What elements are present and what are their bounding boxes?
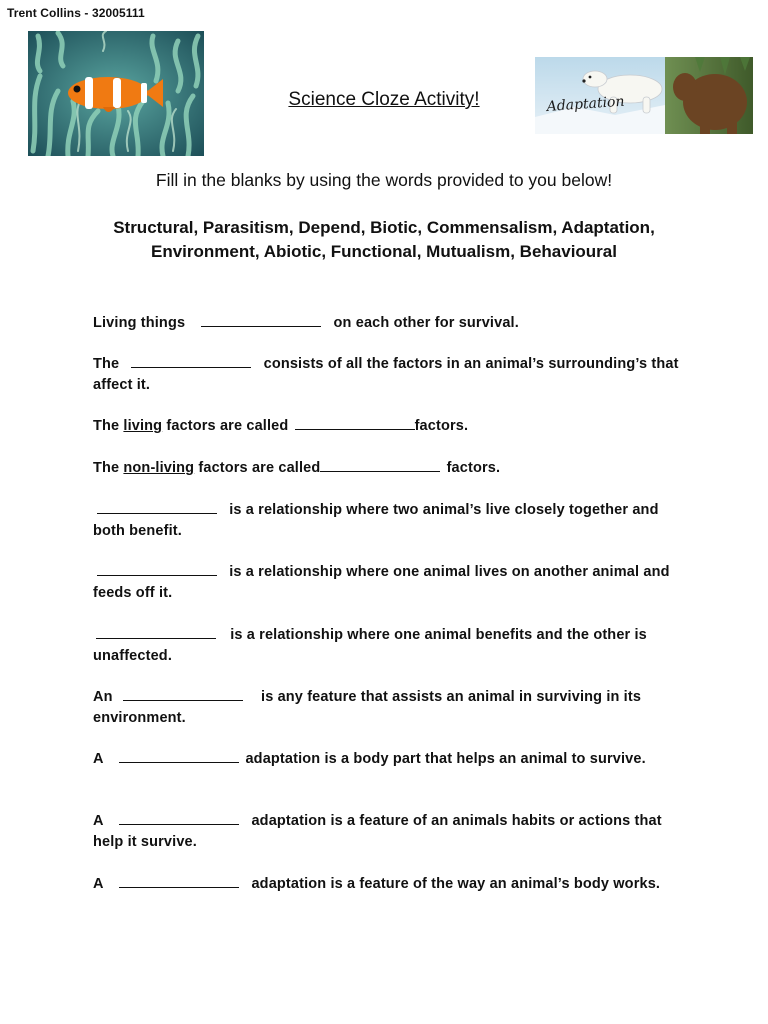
question-text: factors.: [414, 418, 469, 434]
question-9: [93, 747, 683, 770]
answer-blank[interactable]: [97, 560, 217, 576]
student-name: Trent Collins - 32005111: [7, 6, 145, 20]
answer-blank[interactable]: [119, 809, 239, 825]
question-8: [93, 685, 683, 729]
answer-blank[interactable]: [295, 414, 415, 430]
answer-blank[interactable]: [131, 352, 251, 368]
question-text: adaptation is a feature of the way an animal’s body works.: [251, 876, 661, 892]
question-text: factors are called: [198, 460, 321, 476]
question-text: The: [93, 418, 120, 434]
answer-blank[interactable]: [201, 311, 321, 327]
answer-blank[interactable]: [119, 747, 239, 763]
question-text: A: [93, 876, 104, 892]
question-3: [93, 414, 683, 437]
instructions: Fill in the blanks by using the words provided to you below!: [155, 170, 613, 190]
answer-blank[interactable]: [119, 872, 239, 888]
question-11: [93, 872, 683, 895]
question-5: [93, 498, 683, 542]
question-text: adaptation is a feature of an animals habits or actions that help it survive.: [93, 813, 662, 850]
answer-blank[interactable]: [320, 456, 440, 472]
question-text: Living things: [93, 315, 186, 331]
question-10: [93, 809, 683, 853]
question-text: is any feature that assists an animal in surviving in its environment.: [93, 689, 642, 726]
question-text: is a relationship where one animal lives on another animal and feeds off it.: [93, 564, 670, 601]
question-6: [93, 560, 683, 604]
page-title: Science Cloze Activity!: [288, 89, 480, 110]
word-bank: [60, 216, 708, 264]
question-text: A: [93, 751, 104, 767]
adaptation-caption: Adaptation: [546, 93, 625, 115]
question-text: factors.: [446, 460, 501, 476]
question-text: The: [93, 460, 120, 476]
underlined-word: non-living: [123, 460, 195, 476]
question-text: The: [93, 356, 120, 372]
word-bank-line-1: Structural, Parasitism, Depend, Biotic, Commensalism, Adaptation,: [113, 218, 655, 237]
question-text: adaptation is a body part that helps an animal to survive.: [245, 751, 646, 767]
question-text: on each other for survival.: [333, 315, 519, 331]
question-2: [93, 352, 683, 396]
word-bank-line-2: Environment, Abiotic, Functional, Mutualism, Behavioural: [151, 242, 617, 261]
question-4: [93, 456, 683, 479]
question-text: is a relationship where one animal benefits and the other is unaffected.: [93, 627, 647, 664]
answer-blank[interactable]: [123, 685, 243, 701]
question-text: An: [93, 689, 113, 705]
underlined-word: living: [123, 418, 163, 434]
question-text: factors are called: [166, 418, 289, 434]
answer-blank[interactable]: [97, 498, 217, 514]
question-text: A: [93, 813, 104, 829]
question-1: [93, 311, 683, 334]
question-text: is a relationship where two animal’s live closely together and both benefit.: [93, 502, 659, 539]
question-7: [93, 623, 683, 667]
answer-blank[interactable]: [96, 623, 216, 639]
question-text: consists of all the factors in an animal’s surrounding’s that affect it.: [93, 356, 679, 393]
